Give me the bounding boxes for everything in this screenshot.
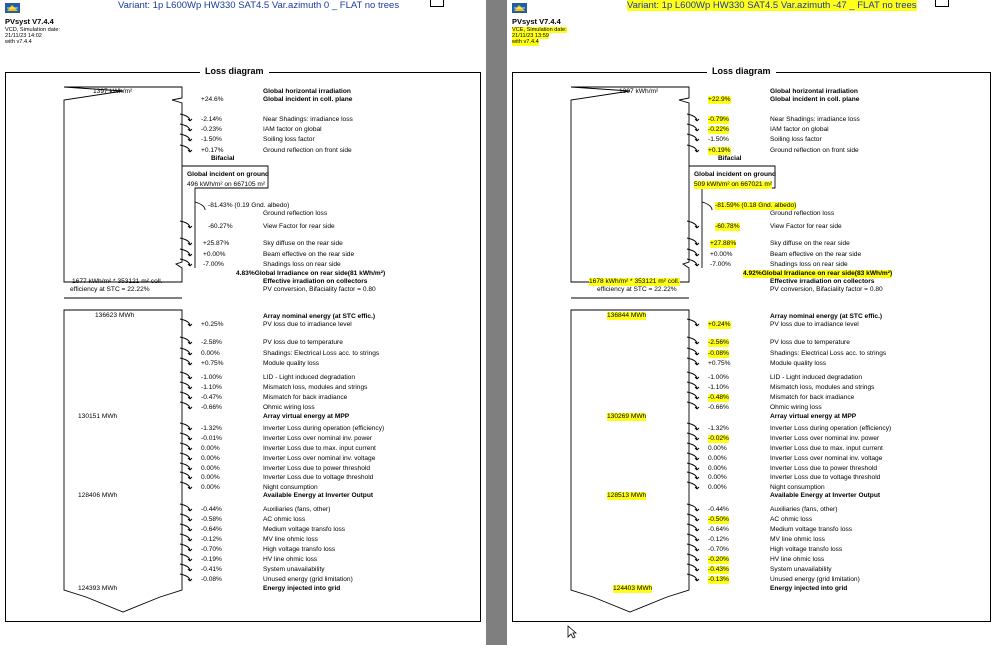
array-loss-value: -2.56% xyxy=(708,339,729,346)
incident-pct: +22.9% xyxy=(708,96,731,103)
rear-global-value: (83 kWh/m²) xyxy=(854,270,893,277)
front-loss-label: Ground reflection on front side xyxy=(770,147,859,154)
array-loss-label: Module quality loss xyxy=(263,360,320,367)
array-loss-value: -1.00% xyxy=(201,374,222,381)
albedo-tick xyxy=(195,202,205,210)
rear-global-line xyxy=(743,270,892,278)
grid-loss-label: Unused energy (grid limitation) xyxy=(263,576,353,583)
array-loss-label: PV loss due to irradiance level xyxy=(263,321,352,328)
effective-irradiation-label: Effective irradiation on collectors xyxy=(263,278,368,285)
inverter-loss-value: 0.00% xyxy=(708,484,727,491)
view-factor-label: View Factor for rear side xyxy=(263,223,335,230)
inverter-loss-value: -0.02% xyxy=(708,435,729,442)
app-title: PVsyst V7.4.4 xyxy=(5,17,54,26)
view-factor-value: -60.27% xyxy=(208,223,233,230)
grid-energy-label: Energy injected into grid xyxy=(263,585,341,592)
front-loss-value: -1.50% xyxy=(708,136,729,143)
irradiance-funnel-shape xyxy=(571,87,689,282)
ghi-value: 1397 kWh/m² xyxy=(619,88,659,95)
grid-loss-value: -0.12% xyxy=(708,536,729,543)
bifacial-label: Bifacial xyxy=(208,155,237,162)
incident-pct: +24.6% xyxy=(201,96,224,103)
array-loss-label: Ohmic wiring loss xyxy=(770,404,822,411)
array-loss-value: 0.00% xyxy=(201,350,220,357)
grid-loss-label: Unused energy (grid limitation) xyxy=(770,576,860,583)
mpp-energy-value: 130269 MWh xyxy=(607,413,647,420)
array-loss-value: -0.66% xyxy=(201,404,222,411)
loss-diagram-heading: Loss diagram xyxy=(200,66,269,76)
nominal-energy-value: 136623 MWh xyxy=(95,312,135,319)
array-loss-label: Ohmic wiring loss xyxy=(263,404,315,411)
front-loss-value: -1.50% xyxy=(201,136,222,143)
rear-global-value: (81 kWh/m²) xyxy=(347,270,386,277)
inverter-loss-value: 0.00% xyxy=(201,474,220,481)
front-loss-value: -0.79% xyxy=(708,116,729,123)
front-loss-label: IAM factor on global xyxy=(770,126,829,133)
incident-label: Global incident in coll. plane xyxy=(263,96,353,103)
grid-loss-label: System unavailability xyxy=(770,566,832,573)
ghi-label: Global horizontal irradiation xyxy=(263,88,351,95)
array-loss-value: -1.10% xyxy=(708,384,729,391)
array-loss-label: PV loss due to temperature xyxy=(770,339,850,346)
nominal-energy-value: 136844 MWh xyxy=(607,312,647,319)
array-loss-value: +0.25% xyxy=(201,321,224,328)
bifacial-label: Bifacial xyxy=(715,155,744,162)
grid-loss-label: Auxiliaries (fans, other) xyxy=(263,506,331,513)
loss-diagram-shapes xyxy=(507,0,1000,645)
front-loss-label: Near Shadings: irradiance loss xyxy=(770,116,860,123)
meta-line: VCD, Simulation date: xyxy=(5,27,61,33)
grid-loss-value: -0.44% xyxy=(708,506,729,513)
array-loss-value: -1.00% xyxy=(708,374,729,381)
array-loss-value: -1.10% xyxy=(201,384,222,391)
rear-item-value: +25.87% xyxy=(203,240,230,247)
grid-loss-label: Medium voltage transfo loss xyxy=(263,526,346,533)
grid-loss-value: -0.43% xyxy=(708,566,729,573)
grid-loss-value: -0.64% xyxy=(201,526,222,533)
array-loss-label: Shadings: Electrical Loss acc. to strings xyxy=(770,350,887,357)
mpp-energy-label: Array virtual energy at MPP xyxy=(263,413,350,420)
front-loss-label: Soiling loss factor xyxy=(770,136,822,143)
inverter-loss-label: Inverter Loss during operation (efficiency) xyxy=(263,425,385,432)
inverter-loss-value: 0.00% xyxy=(201,465,220,472)
grid-energy-label: Energy injected into grid xyxy=(770,585,848,592)
grid-loss-label: System unavailability xyxy=(263,566,325,573)
rear-item-value: -7.00% xyxy=(710,261,731,268)
grid-loss-value: -0.50% xyxy=(708,516,729,523)
inverter-output-value: 128406 MWh xyxy=(78,492,118,499)
rear-item-value: +27.88% xyxy=(710,240,737,247)
front-loss-value: -0.23% xyxy=(201,126,222,133)
grid-loss-value: -0.19% xyxy=(201,556,222,563)
grid-energy-value: 124403 MWh xyxy=(613,585,653,592)
ghi-value: 1397 kWh/m² xyxy=(93,88,133,95)
albedo-loss: -81.59% (0.18 Gnd. albedo) xyxy=(715,202,797,209)
grid-loss-label: MV line ohmic loss xyxy=(770,536,825,543)
mpp-energy-label: Array virtual energy at MPP xyxy=(770,413,857,420)
grid-loss-label: High voltage transfo loss xyxy=(263,546,336,553)
inverter-loss-value: 0.00% xyxy=(708,455,727,462)
array-loss-label: Shadings: Electrical Loss acc. to strings xyxy=(263,350,380,357)
grid-loss-label: High voltage transfo loss xyxy=(770,546,843,553)
inverter-loss-value: -1.32% xyxy=(708,425,729,432)
rear-item-label: Beam effective on the rear side xyxy=(770,251,862,258)
effective-irradiation-value: 1678 kWh/m² * 353121 m² coll. xyxy=(589,278,680,285)
energy-funnel-shape xyxy=(64,310,182,612)
grid-loss-value: -0.44% xyxy=(201,506,222,513)
stc-efficiency: efficiency at STC = 22.22% xyxy=(70,286,150,293)
effective-irradiation-value: 1677 kWh/m² * 353121 m² coll. xyxy=(72,278,163,285)
array-loss-label: PV loss due to temperature xyxy=(263,339,343,346)
pv-conversion-label: PV conversion, Bifaciality factor = 0.80 xyxy=(770,286,883,293)
inverter-loss-label: Inverter Loss over nominal inv. power xyxy=(263,435,373,442)
inverter-loss-label: Inverter Loss due to voltage threshold xyxy=(263,474,374,481)
array-loss-label: PV loss due to irradiance level xyxy=(770,321,859,328)
ground-incident-value: 509 kWh/m² on 667021 m² xyxy=(694,181,773,188)
report-page-right xyxy=(507,0,1000,645)
inverter-loss-value: 0.00% xyxy=(708,465,727,472)
meta-line: VCE, Simulation date: xyxy=(512,27,567,33)
grid-loss-value: -0.12% xyxy=(201,536,222,543)
inverter-loss-label: Inverter Loss over nominal inv. power xyxy=(770,435,880,442)
grid-loss-value: -0.20% xyxy=(708,556,729,563)
ground-incident-title: Global incident on ground xyxy=(187,171,270,178)
albedo-tick xyxy=(702,202,712,210)
grid-loss-label: AC ohmic loss xyxy=(263,516,306,523)
nominal-energy-label: Array nominal energy (at STC effic.) xyxy=(263,313,376,320)
inverter-loss-label: Inverter Loss due to power threshold xyxy=(770,465,878,472)
ghi-label: Global horizontal irradiation xyxy=(770,88,858,95)
inverter-loss-label: Night consumption xyxy=(770,484,825,491)
inverter-loss-label: Inverter Loss due to power threshold xyxy=(263,465,371,472)
front-loss-label: Ground reflection on front side xyxy=(263,147,352,154)
meta-line: 21/11/23 14:02 xyxy=(5,33,42,40)
mouse-cursor-icon xyxy=(567,625,577,642)
variant-title: Variant: 1p L600Wp HW330 SAT4.5 Var.azimuth 0 _ FLAT no trees xyxy=(118,0,400,11)
inverter-loss-value: 0.00% xyxy=(201,445,220,452)
inverter-loss-label: Inverter Loss due to max. input current xyxy=(770,445,883,452)
grid-loss-label: AC ohmic loss xyxy=(770,516,813,523)
irradiance-funnel-shape xyxy=(64,87,182,282)
effective-irradiation-label: Effective irradiation on collectors xyxy=(770,278,875,285)
inverter-loss-label: Inverter Loss due to max. input current xyxy=(263,445,376,452)
loss-diagram-shapes xyxy=(0,0,486,645)
inverter-loss-value: 0.00% xyxy=(708,445,727,452)
grid-loss-value: -0.64% xyxy=(708,526,729,533)
energy-funnel-shape xyxy=(571,310,689,612)
front-loss-value: +0.17% xyxy=(201,147,224,154)
inverter-loss-label: Inverter Loss due to voltage threshold xyxy=(770,474,881,481)
array-loss-value: -0.66% xyxy=(708,404,729,411)
rear-item-value: +0.00% xyxy=(710,251,733,258)
grid-energy-value: 124393 MWh xyxy=(78,585,118,592)
inverter-loss-value: 0.00% xyxy=(708,474,727,481)
inverter-output-label: Available Energy at Inverter Output xyxy=(770,492,881,499)
loss-diagram-heading: Loss diagram xyxy=(707,66,776,76)
array-loss-value: -0.08% xyxy=(708,350,729,357)
rear-item-value: +0.00% xyxy=(203,251,226,258)
ground-reflection-label: Ground reflection loss xyxy=(770,210,835,217)
inverter-loss-label: Inverter Loss over nominal inv. voltage xyxy=(263,455,376,462)
array-loss-label: Mismatch for back irradiance xyxy=(770,394,855,401)
meta-line: with v7.4.4 xyxy=(512,39,539,46)
grid-loss-value: -0.70% xyxy=(708,546,729,553)
grid-loss-value: -0.70% xyxy=(201,546,222,553)
mpp-energy-value: 130151 MWh xyxy=(78,413,118,420)
view-factor-value: -60.78% xyxy=(715,223,740,230)
nominal-energy-label: Array nominal energy (at STC effic.) xyxy=(770,313,883,320)
grid-loss-value: -0.41% xyxy=(201,566,222,573)
rear-global-line xyxy=(236,270,385,278)
inverter-loss-label: Inverter Loss over nominal inv. voltage xyxy=(770,455,883,462)
rear-item-label: Shadings loss on rear side xyxy=(770,261,848,268)
grid-loss-label: HV line ohmic loss xyxy=(263,556,318,563)
array-loss-value: +0.24% xyxy=(708,321,731,328)
array-loss-value: -0.48% xyxy=(708,394,729,401)
albedo-loss: -81.43% (0.19 Gnd. albedo) xyxy=(208,202,290,209)
array-loss-label: LID - Light induced degradation xyxy=(263,374,356,381)
variant-title: Variant: 1p L600Wp HW330 SAT4.5 Var.azimuth -47 _ FLAT no trees xyxy=(627,0,917,11)
rear-global-label: Global Irradiance on rear side xyxy=(254,270,348,277)
front-loss-value: -0.22% xyxy=(708,126,729,133)
rear-item-label: Sky diffuse on the rear side xyxy=(263,240,343,247)
inverter-loss-value: -1.32% xyxy=(201,425,222,432)
ground-incident-value: 496 kWh/m² on 667105 m² xyxy=(187,181,266,188)
grid-loss-value: -0.08% xyxy=(201,576,222,583)
rear-item-label: Sky diffuse on the rear side xyxy=(770,240,850,247)
rear-global-pct: 4.83% xyxy=(236,270,255,277)
array-loss-value: +0.75% xyxy=(201,360,224,367)
stc-efficiency: efficiency at STC = 22.22% xyxy=(597,286,677,293)
inverter-loss-value: 0.00% xyxy=(201,484,220,491)
front-loss-label: Near Shadings: irradiance loss xyxy=(263,116,353,123)
inverter-loss-value: -0.01% xyxy=(201,435,222,442)
rear-global-pct: 4.92% xyxy=(743,270,762,277)
inverter-output-label: Available Energy at Inverter Output xyxy=(263,492,374,499)
array-loss-label: LID - Light induced degradation xyxy=(770,374,863,381)
front-loss-label: IAM factor on global xyxy=(263,126,322,133)
rear-global-label: Global Irradiance on rear side xyxy=(761,270,855,277)
rear-item-label: Shadings loss on rear side xyxy=(263,261,341,268)
report-page-left xyxy=(0,0,486,645)
pv-conversion-label: PV conversion, Bifaciality factor = 0.80 xyxy=(263,286,376,293)
array-loss-value: +0.75% xyxy=(708,360,731,367)
inverter-loss-value: 0.00% xyxy=(201,455,220,462)
front-loss-value: -2.14% xyxy=(201,116,222,123)
grid-loss-value: -0.58% xyxy=(201,516,222,523)
ground-incident-title: Global incident on ground xyxy=(694,171,777,178)
view-factor-label: View Factor for rear side xyxy=(770,223,842,230)
inverter-loss-label: Night consumption xyxy=(263,484,318,491)
grid-loss-label: HV line ohmic loss xyxy=(770,556,825,563)
meta-line: with v7.4.4 xyxy=(5,39,32,46)
array-loss-label: Mismatch loss, modules and strings xyxy=(263,384,368,391)
rear-item-value: -7.00% xyxy=(203,261,224,268)
grid-loss-label: MV line ohmic loss xyxy=(263,536,318,543)
grid-loss-label: Medium voltage transfo loss xyxy=(770,526,853,533)
array-loss-label: Mismatch loss, modules and strings xyxy=(770,384,875,391)
grid-loss-label: Auxiliaries (fans, other) xyxy=(770,506,838,513)
array-loss-label: Module quality loss xyxy=(770,360,827,367)
incident-label: Global incident in coll. plane xyxy=(770,96,860,103)
app-title: PVsyst V7.4.4 xyxy=(512,17,561,26)
inverter-loss-label: Inverter Loss during operation (efficiency) xyxy=(770,425,892,432)
inverter-output-value: 128513 MWh xyxy=(607,492,647,499)
array-loss-label: Mismatch for back irradiance xyxy=(263,394,348,401)
rear-item-label: Beam effective on the rear side xyxy=(263,251,355,258)
array-loss-value: -0.47% xyxy=(201,394,222,401)
front-loss-label: Soiling loss factor xyxy=(263,136,315,143)
array-loss-value: -2.58% xyxy=(201,339,222,346)
ground-reflection-label: Ground reflection loss xyxy=(263,210,328,217)
grid-loss-value: -0.13% xyxy=(708,576,729,583)
meta-line: 21/11/23 13:59 xyxy=(512,33,549,40)
front-loss-value: +0.19% xyxy=(708,147,731,154)
